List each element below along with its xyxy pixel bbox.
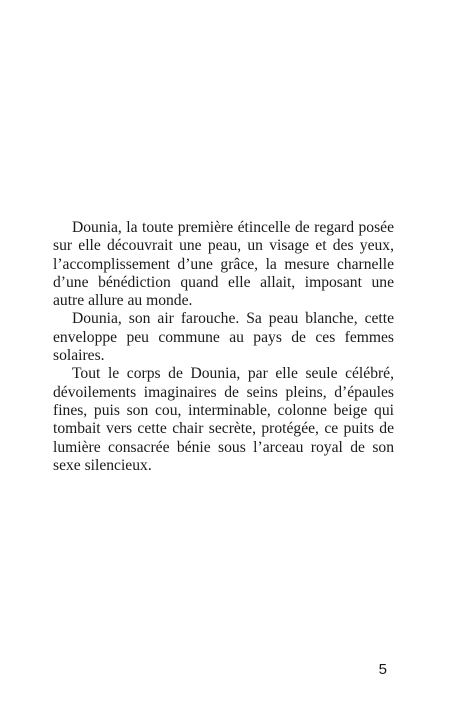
paragraph-3: Tout le corps de Dounia, par elle seule célébré, dévoilements imaginaires de seins pleins, d’épaules fines, puis son cou, interminable, colonne beige qui tombait vers cette chair secrète, protégée, ce puits de lumière consacrée bénie sous l’arceau royal de son sexe silencieux. [53,365,394,474]
page-number: 5 [378,661,387,678]
body-text [53,219,394,475]
paragraph-2: Dounia, son air farouche. Sa peau blanche, cette enveloppe peu commune au pays de ces femmes solaires. [53,310,394,365]
paragraph-1: Dounia, la toute première étincelle de regard posée sur elle découvrait une peau, un visage et des yeux, l’accomplissement d’une grâce, la mesure charnelle d’une bénédiction quand elle allait, imposant une autre allure au monde. [53,219,394,310]
